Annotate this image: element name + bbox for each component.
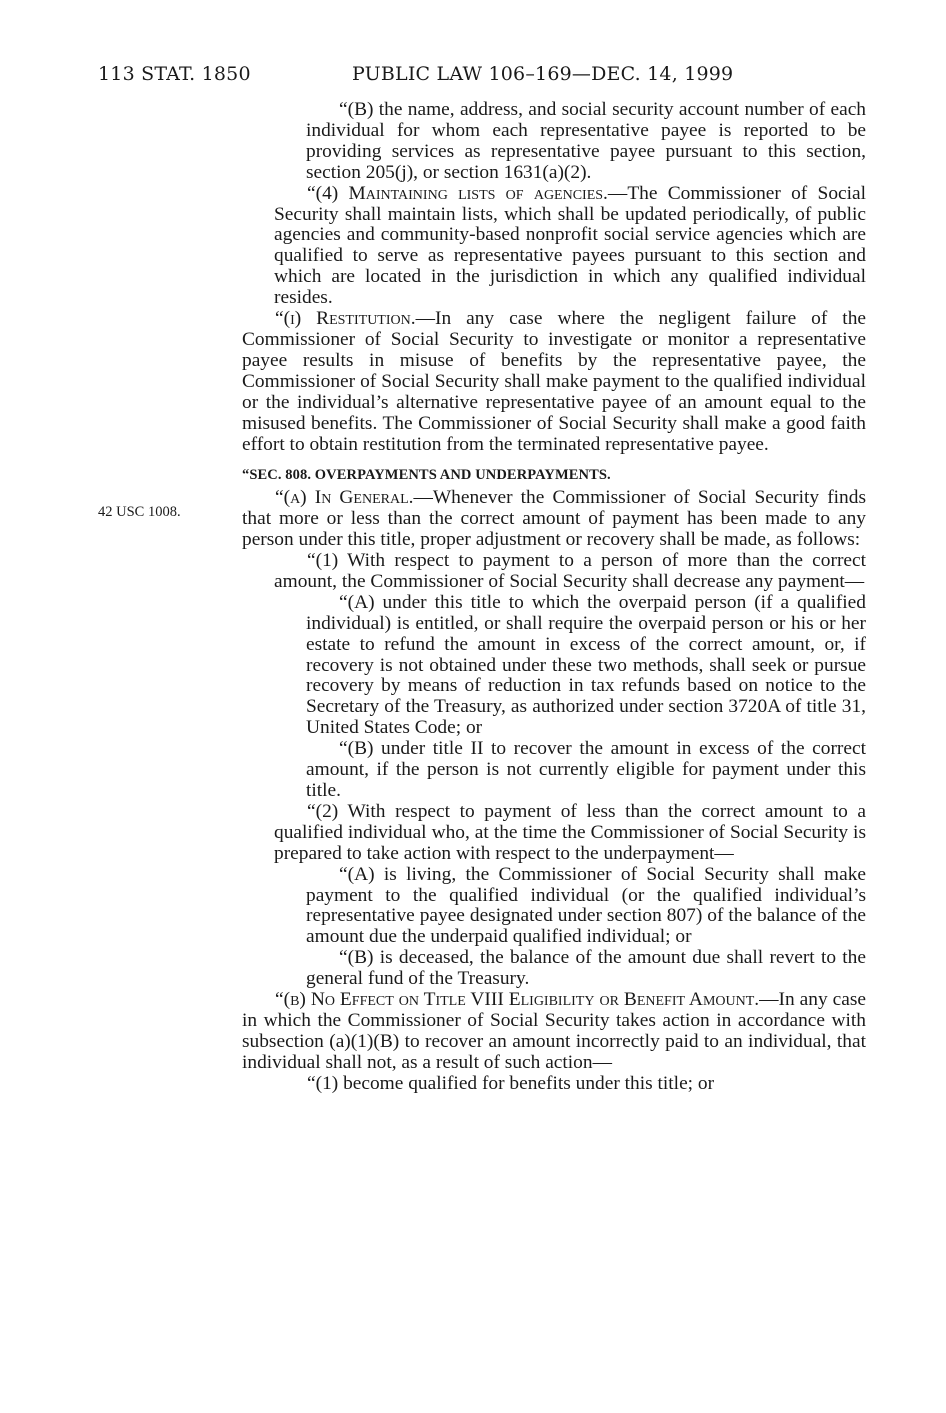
paragraph-b1: “(1) become qualified for benefits under this title; or [307,1072,715,1094]
paragraph-4-maintaining-lists [274,184,866,309]
subsection-text: —In any case where the negligent failure of the Commissioner of Social Security to investigate or monitor a representative payee results in misuse of benefits by the representative payee, the Commissioner of Social Security shall make payment to the qualified individual or the individual’s alternative representative payee of an amount equal to the misused benefits. The Commissioner of Social Security shall make a good faith effort to obtain restitution from the terminated representative payee. [242,308,866,455]
running-header: PUBLIC LAW 106–169—DEC. 14, 1999 [352,63,734,85]
subparagraph-a2B: “(B) is deceased, the balance of the amount due shall revert to the general fund of the Treasury. [306,947,866,990]
subsection-heading: “(b) No Effect on Title VIII Eligibility or Benefit Amount. [275,989,760,1011]
subsection-heading: “(i) Restitution. [275,308,416,330]
paragraph-a2: “(2) With respect to payment of less than the correct amount to a qualified individual who, at the time the Commissioner of Social Security is prepared to take action with respect to the underpayment— [274,800,866,864]
subparagraph-a1B: “(B) under title II to recover the amount in excess of the correct amount, if the person is not currently eligible for payment under this title. [306,738,866,801]
subsection-text: —Whenever the Commissioner of Social Security finds that more or less than the correct amount of payment has been made to any person under this title, proper adjustment or recovery shall be made, as follows: [242,487,866,551]
page-body [242,100,866,1095]
paragraph-text: —The Commissioner of Social Security shall maintain lists, which shall be updated periodically, of public agencies and community-based nonprofit social service agencies which are qualified to serve as representative payees pursuant to this section and which are located in the jurisdiction in which any qualified individual resides. [274,182,866,309]
subsection-heading: “(a) In General. [275,487,414,509]
page-stat-number: 113 STAT. 1850 [98,63,251,85]
subparagraph-a2A: “(A) is living, the Commissioner of Social Security shall make payment to the qualified individual (or the qualified individual’s representative payee designated under section 807) of the balance of the amount due the underpaid qualified individual; or [306,863,866,948]
paragraph-b-name-address: “(B) the name, address, and social security account number of each individual for whom each representative payee is reported to be providing services as representative payee pursuant to this section, section 205(j), or section 1631(a)(2). [306,99,866,183]
subsection-i-restitution [242,309,866,455]
subparagraph-a1A: “(A) under this title to which the overpaid person (if a qualified individual) is entitled, or shall require the overpaid person or his or her estate to refund the amount in excess of the correct amount, or, if recovery is not obtained under these two methods, shall seek or pursue recovery by means of reduction in tax refunds based on notice to the Secretary of the Treasury, as authorized under section 3720A of title 31, United States Code; or [306,591,866,739]
section-808-heading: “SEC. 808. OVERPAYMENTS AND UNDERPAYMENTS. [242,467,611,484]
subsection-b-no-effect [242,990,866,1074]
usc-margin-citation: 42 USC 1008. [98,504,181,520]
subsection-a-in-general [242,488,866,551]
paragraph-heading: “(4) Maintaining lists of agencies. [307,182,608,204]
subsection-text: —In any case in which the Commissioner of Social Security takes action in accordance with subsection (a)(1)(B) to recover an amount incorrectly paid to an individual, that individual shall not, as a result of such action— [242,989,866,1073]
paragraph-a1: “(1) With respect to payment to a person of more than the correct amount, the Commissioner of Social Security shall decrease any payment— [274,550,866,592]
